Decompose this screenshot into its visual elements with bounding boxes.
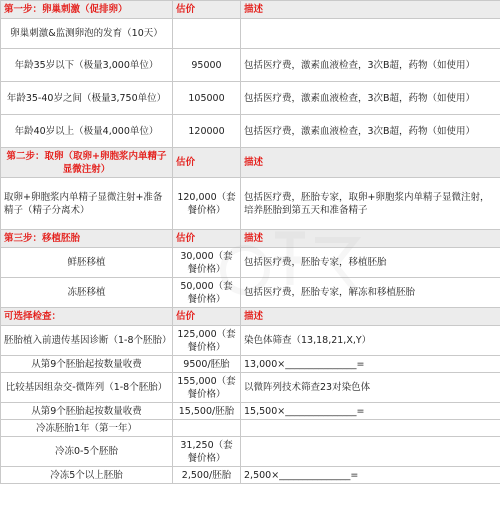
cost-cell: 125,000（套餐价格） <box>173 326 241 356</box>
item-cell: 冷冻0-5个胚胎 <box>1 437 173 467</box>
cost-cell: 120,000（套餐价格） <box>173 178 241 230</box>
cost-cell: 31,250（套餐价格） <box>173 437 241 467</box>
item-cell: 年龄35岁以下（极量3,000单位） <box>1 49 173 82</box>
item-cell: 从第9个胚胎起按数量收费 <box>1 356 173 373</box>
description-column-header: 描述 <box>241 148 500 178</box>
cost-cell: 2,500/胚胎 <box>173 467 241 484</box>
item-cell: 年龄35-40岁之间（极量3,750单位） <box>1 82 173 115</box>
description-cell: 2,500×_______________= <box>241 467 500 484</box>
description-cell: 包括医疗费，激素血液检查，3次B超，药物（如使用） <box>241 82 500 115</box>
description-cell <box>241 420 500 437</box>
description-column-header: 描述 <box>241 1 500 19</box>
table-row <box>1 248 500 278</box>
cost-cell: 105000 <box>173 82 241 115</box>
cost-cell: 50,000（套餐价格） <box>173 278 241 308</box>
table-row <box>1 49 500 82</box>
item-cell: 冷冻5个以上胚胎 <box>1 467 173 484</box>
description-cell <box>241 437 500 467</box>
description-cell: 以微阵列技术筛查23对染色体 <box>241 373 500 403</box>
item-cell: 胚胎植入前遗传基因诊断（1-8个胚胎） <box>1 326 173 356</box>
table-row <box>1 19 500 49</box>
section-title: 第三步：移植胚胎 <box>1 230 173 248</box>
item-cell: 冷冻胚胎1年（第一年） <box>1 420 173 437</box>
cost-cell: 15,500/胚胎 <box>173 403 241 420</box>
table-row <box>1 278 500 308</box>
description-cell: 13,000×_______________= <box>241 356 500 373</box>
table-row <box>1 82 500 115</box>
description-cell: 15,500×_______________= <box>241 403 500 420</box>
table-row <box>1 373 500 403</box>
cost-column-header: 估价 <box>173 308 241 326</box>
item-cell: 取卵+卵胞浆内单精子显微注射+准备精子（精子分离术） <box>1 178 173 230</box>
cost-cell: 30,000（套餐价格） <box>173 248 241 278</box>
cost-cell: 95000 <box>173 49 241 82</box>
cost-cell <box>173 420 241 437</box>
cost-cell: 120000 <box>173 115 241 148</box>
section-header-transfer <box>1 230 500 248</box>
description-cell: 包括医疗费，胚胎专家，移植胚胎 <box>241 248 500 278</box>
cost-cell: 155,000（套餐价格） <box>173 373 241 403</box>
table-row <box>1 115 500 148</box>
section-title: 第一步：卵巢刺激（促排卵） <box>1 1 173 19</box>
item-cell: 卵巢刺激&监测卵泡的发育（10天） <box>1 19 173 49</box>
cost-column-header: 估价 <box>173 230 241 248</box>
cost-column-header: 估价 <box>173 148 241 178</box>
cost-cell: 9500/胚胎 <box>173 356 241 373</box>
description-cell: 包括医疗费，胚胎专家，取卵+卵胞浆内单精子显微注射，培养胚胎到第五天和准备精子 <box>241 178 500 230</box>
description-cell: 包括医疗费，激素血液检查，3次B超，药物（如使用） <box>241 49 500 82</box>
table-row <box>1 437 500 467</box>
table-row <box>1 403 500 420</box>
section-title: 第二步：取卵（取卵+卵胞浆内单精子显微注射） <box>1 148 173 178</box>
description-cell: 染色体筛查（13,18,21,X,Y） <box>241 326 500 356</box>
cost-column-header: 估价 <box>173 1 241 19</box>
description-cell: 包括医疗费，激素血液检查，3次B超，药物（如使用） <box>241 115 500 148</box>
section-header-optional-tests <box>1 308 500 326</box>
table-row <box>1 356 500 373</box>
item-cell: 鲜胚移植 <box>1 248 173 278</box>
table-row <box>1 326 500 356</box>
description-column-header: 描述 <box>241 230 500 248</box>
table-row <box>1 178 500 230</box>
item-cell: 年龄40岁以上（极量4,000单位） <box>1 115 173 148</box>
section-header-stimulation <box>1 1 500 19</box>
section-title: 可选择检查： <box>1 308 173 326</box>
description-column-header: 描述 <box>241 308 500 326</box>
description-cell <box>241 19 500 49</box>
table-row <box>1 467 500 484</box>
cost-cell <box>173 19 241 49</box>
section-header-retrieval <box>1 148 500 178</box>
item-cell: 从第9个胚胎起按数量收费 <box>1 403 173 420</box>
table-row <box>1 420 500 437</box>
item-cell: 冻胚移植 <box>1 278 173 308</box>
description-cell: 包括医疗费，胚胎专家，解冻和移植胚胎 <box>241 278 500 308</box>
item-cell: 比较基因组杂交-微阵列（1-8个胚胎） <box>1 373 173 403</box>
